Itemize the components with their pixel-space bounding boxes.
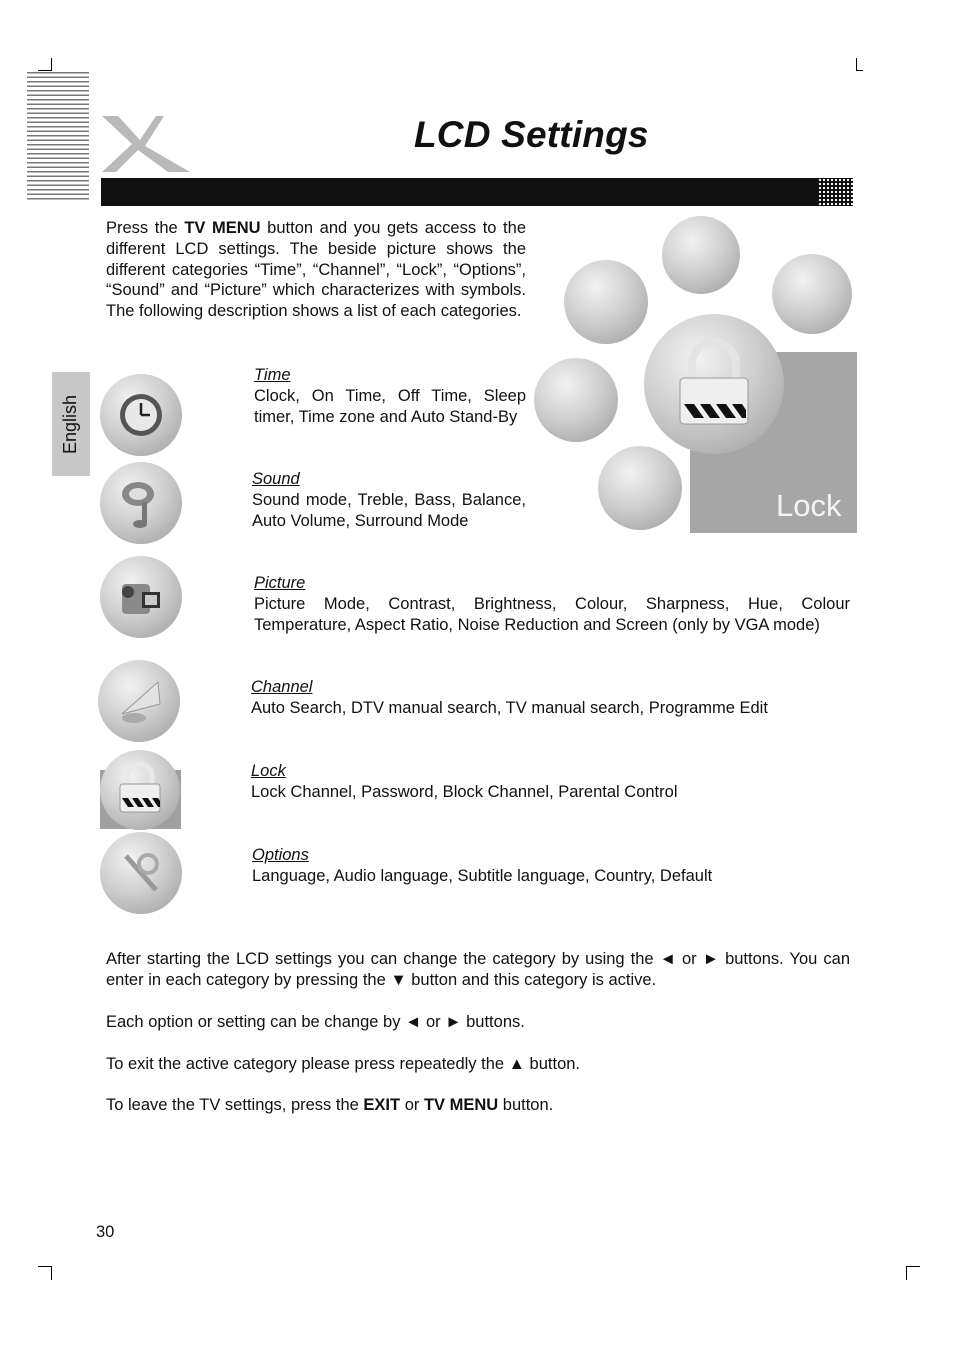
- category-options-desc: Language, Audio language, Subtitle language, Country, Default: [252, 866, 713, 885]
- category-sound-desc: Sound mode, Treble, Bass, Balance, Auto Volume, Surround Mode: [252, 490, 526, 530]
- title-band: [101, 178, 853, 206]
- leave-text-or: or: [400, 1096, 424, 1114]
- leave-text-end: button.: [498, 1096, 554, 1114]
- crop-mark-bottom-left: [38, 1266, 52, 1267]
- intro-text-rest: button and you gets access to the different LCD settings. The beside picture shows the different categories “Time”, “Channel”, “Lock”, “Options”, “Sound” and “Picture” which characterizes with symbols. The following description shows a list of each categories.: [106, 219, 526, 321]
- collage-dish-icon: [598, 446, 682, 530]
- leave-tv-menu: TV MENU: [423, 1096, 499, 1114]
- page-number: 30: [96, 1223, 115, 1241]
- leave-text-start: To leave the TV settings, press the: [106, 1096, 364, 1114]
- tools-glyph: [118, 848, 164, 898]
- category-time-title: Time: [254, 366, 291, 384]
- satellite-dish-glyph: [114, 674, 166, 728]
- crop-mark-top-left: [38, 70, 52, 71]
- collage-tools-icon: [772, 254, 852, 334]
- category-picture-title: Picture: [254, 574, 306, 592]
- navigation-paragraph: After starting the LCD settings you can change the category by using the ◄ or ► buttons. You can enter in each category by pressing the ▼ button and this category is active.: [106, 950, 850, 989]
- category-picture-desc: Picture Mode, Contrast, Brightness, Colour, Sharpness, Hue, Colour Temperature, Aspect Ratio, Noise Reduction and Screen (only by VGA mode): [254, 594, 850, 634]
- category-channel-desc: Auto Search, DTV manual search, TV manual search, Programme Edit: [251, 698, 768, 717]
- crop-mark-top-left-v: [51, 58, 52, 71]
- padlock-glyph: [116, 760, 164, 816]
- change-option-paragraph: Each option or setting can be change by ◄ or ► buttons.: [106, 1013, 525, 1031]
- category-sound-title: Sound: [252, 470, 300, 488]
- collage-sound-icon: [564, 260, 648, 344]
- category-time-desc: Clock, On Time, Off Time, Sleep timer, Time zone and Auto Stand-By: [254, 386, 526, 426]
- intro-text-start: Press the: [106, 219, 185, 237]
- camera-glyph: [116, 570, 168, 626]
- leave-exit: EXIT: [363, 1096, 401, 1114]
- decorative-stripes: [27, 72, 89, 200]
- language-tab-label: English: [60, 394, 81, 454]
- speaker-note-glyph: [116, 476, 168, 530]
- category-lock-title: Lock: [251, 762, 286, 780]
- collage-lock-label: Lock: [776, 488, 842, 523]
- collage-clock-icon: [662, 216, 740, 294]
- category-options: [252, 845, 852, 887]
- crop-mark-top-right-h: [856, 70, 863, 71]
- crop-mark-bottom-left-v: [51, 1266, 52, 1280]
- brand-logo: [98, 110, 198, 176]
- language-tab-label-wrap: [52, 372, 90, 476]
- category-options-title: Options: [252, 846, 309, 864]
- collage-camera-icon: [534, 358, 618, 442]
- category-collage: [532, 210, 857, 533]
- title-band-dots: [818, 178, 854, 206]
- collage-padlock-glyph: [674, 338, 754, 428]
- category-lock: [251, 761, 851, 803]
- page-title: LCD Settings: [414, 114, 649, 155]
- category-lock-desc: Lock Channel, Password, Block Channel, Parental Control: [251, 782, 678, 801]
- category-time: [254, 365, 526, 427]
- clock-icon-glyph: [118, 392, 164, 438]
- crop-mark-bottom-right-v: [906, 1266, 907, 1280]
- intro-tv-menu: TV MENU: [184, 219, 261, 237]
- crop-mark-bottom-right: [906, 1266, 920, 1267]
- intro-paragraph: [106, 218, 526, 322]
- leave-settings-paragraph: [106, 1095, 850, 1116]
- category-channel-title: Channel: [251, 678, 313, 696]
- category-picture: [254, 573, 850, 635]
- exit-category-paragraph: To exit the active category please press repeatedly the ▲ button.: [106, 1055, 581, 1073]
- category-sound: [252, 469, 526, 531]
- category-channel: [251, 677, 851, 719]
